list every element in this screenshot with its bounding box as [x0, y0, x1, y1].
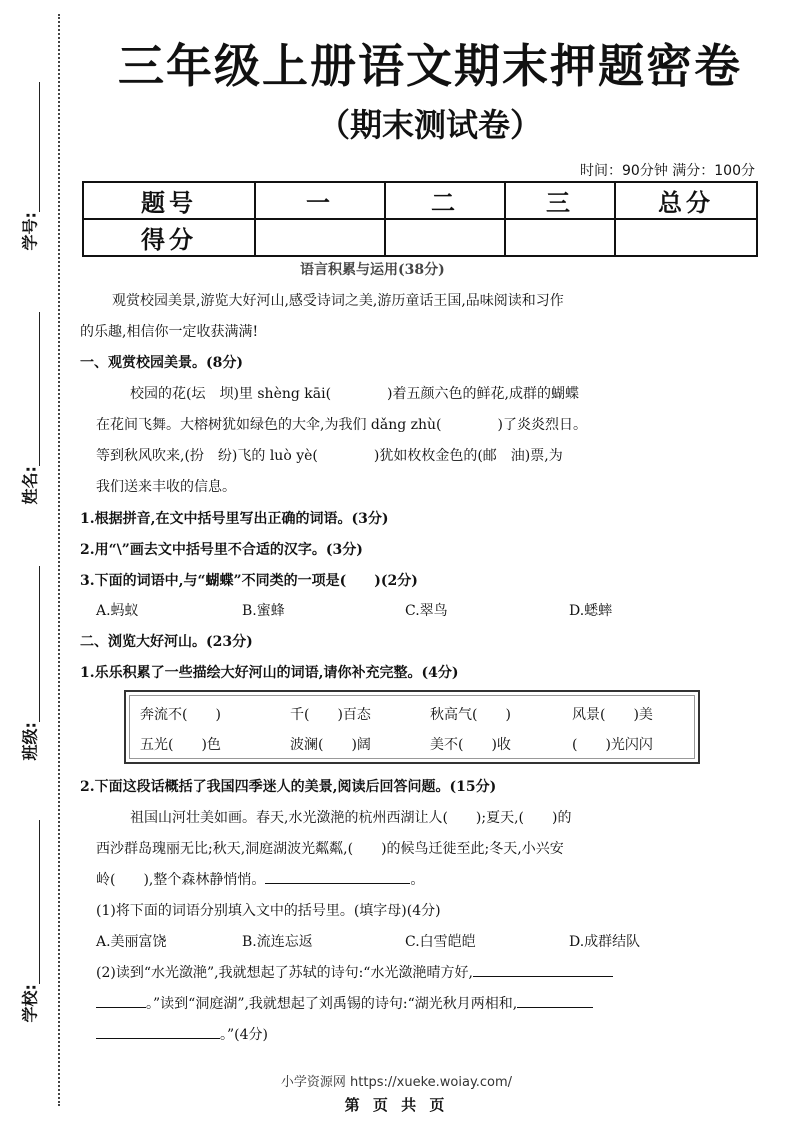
word-item[interactable]: 秋高气( )	[430, 707, 511, 723]
score-input-cell[interactable]	[255, 219, 385, 256]
student-id-field[interactable]	[39, 82, 40, 212]
sub-question-text: (2)读到“水光潋滟”,我就想起了苏轼的诗句:“水光潋滟晴方好,	[96, 965, 473, 981]
section-title: 语言积累与运用(38分)	[300, 262, 445, 278]
intro-line: 的乐趣,相信你一定收获满满!	[80, 324, 259, 340]
option-d[interactable]: D.蟋蟀	[569, 603, 613, 619]
question-2-1: 1.乐乐积累了一些描绘大好河山的词语,请你补充完整。(4分)	[80, 665, 459, 681]
question-1-3: 3.下面的词语中,与“蝴蝶”不同类的一项是( )(2分)	[80, 573, 418, 589]
page-title: 三年级上册语文期末押题密卷	[118, 39, 742, 93]
page-subtitle: （期末测试卷）	[317, 106, 542, 144]
class-label: 班级:	[20, 722, 40, 761]
answer-blank[interactable]	[473, 962, 613, 977]
score-cell: 题号	[83, 182, 255, 219]
answer-blank[interactable]	[265, 869, 410, 884]
passage-line: 在花间飞舞。大榕树犹如绿色的大伞,为我们 dǎng zhù( )了炎炎烈日。	[96, 417, 587, 433]
option-d[interactable]: D.成群结队	[569, 934, 641, 950]
score-table-header-row	[83, 182, 757, 219]
word-item[interactable]: 风景( )美	[572, 707, 653, 723]
passage-line: 等到秋风吹来,(扮 纷)飞的 luò yè( )犹如枚枚金色的(邮 油)票,为	[96, 448, 563, 464]
school-label: 学校:	[20, 984, 40, 1023]
option-c[interactable]: C.白雪皑皑	[405, 934, 476, 950]
score-cell: 总分	[615, 182, 757, 219]
binding-dashed-line	[58, 14, 60, 1106]
class-field[interactable]	[39, 566, 40, 722]
word-fill-box	[124, 690, 700, 764]
page-number: 第 页 共 页	[344, 1096, 449, 1114]
answer-blank[interactable]	[517, 993, 593, 1008]
word-item[interactable]: 奔流不( )	[140, 707, 221, 723]
part1-heading: 一、观赏校园美景。(8分)	[80, 355, 243, 371]
score-table-score-row	[83, 219, 757, 256]
answer-blank[interactable]	[96, 1024, 220, 1039]
sub-question-2-cont	[96, 993, 593, 1013]
passage-text: 。	[410, 872, 425, 888]
score-cell: 一	[255, 182, 385, 219]
sub-question-1: (1)将下面的词语分别填入文中的括号里。(填字母)(4分)	[96, 903, 441, 919]
sub-question-text: 。”读到“洞庭湖”,我就想起了刘禹锡的诗句:“湖光秋月两相和,	[146, 996, 518, 1012]
sub-question-2-end	[96, 1024, 268, 1044]
score-input-cell[interactable]	[615, 219, 757, 256]
part2-heading: 二、浏览大好河山。(23分)	[80, 634, 253, 650]
school-field[interactable]	[39, 820, 40, 984]
word-item[interactable]: 波澜( )阔	[290, 737, 371, 753]
score-table	[82, 181, 758, 257]
sub-question-text: 。”(4分)	[220, 1027, 268, 1043]
score-input-cell[interactable]	[505, 219, 615, 256]
time-info: 时间：90分钟 满分：100分	[580, 163, 755, 179]
passage-line	[96, 869, 424, 889]
passage-text: 岭( ),整个森林静悄悄。	[96, 872, 266, 888]
intro-line: 观赏校园美景,游览大好河山,感受诗词之美,游历童话王国,品味阅读和习作	[112, 293, 564, 309]
passage-line: 校园的花(坛 坝)里 shèng kāi( )着五颜六色的鲜花,成群的蝴蝶	[130, 386, 579, 402]
name-field[interactable]	[39, 312, 40, 466]
score-cell: 三	[505, 182, 615, 219]
question-1-2: 2.用“\”画去文中括号里不合适的汉字。(3分)	[80, 542, 363, 558]
passage-line: 祖国山河壮美如画。春天,水光潋滟的杭州西湖让人( );夏天,( )的	[130, 810, 572, 826]
question-1-1: 1.根据拼音,在文中括号里写出正确的词语。(3分)	[80, 511, 389, 527]
passage-line: 西沙群岛瑰丽无比;秋天,洞庭湖波光粼粼,( )的候鸟迁徙至此;冬天,小兴安	[96, 841, 564, 857]
option-a[interactable]: A.蚂蚁	[96, 603, 139, 619]
word-item[interactable]: 美不( )收	[430, 737, 511, 753]
score-row-label: 得分	[83, 219, 255, 256]
word-item[interactable]: 千( )百态	[290, 707, 371, 723]
sub-question-2	[96, 962, 613, 982]
option-b[interactable]: B.流连忘返	[242, 934, 313, 950]
footer-url: 小学资源网 https://xueke.woiay.com/	[280, 1075, 513, 1090]
student-id-label: 学号:	[20, 212, 40, 251]
option-c[interactable]: C.翠鸟	[405, 603, 448, 619]
option-b[interactable]: B.蜜蜂	[242, 603, 285, 619]
score-input-cell[interactable]	[385, 219, 505, 256]
question-2-2: 2.下面这段话概括了我国四季迷人的美景,阅读后回答问题。(15分)	[80, 779, 497, 795]
name-label: 姓名:	[20, 466, 40, 505]
score-cell: 二	[385, 182, 505, 219]
answer-blank[interactable]	[96, 993, 146, 1008]
word-item[interactable]: 五光( )色	[140, 737, 221, 753]
passage-line: 我们送来丰收的信息。	[96, 479, 236, 495]
option-a[interactable]: A.美丽富饶	[96, 934, 167, 950]
word-item[interactable]: ( )光闪闪	[572, 737, 653, 753]
